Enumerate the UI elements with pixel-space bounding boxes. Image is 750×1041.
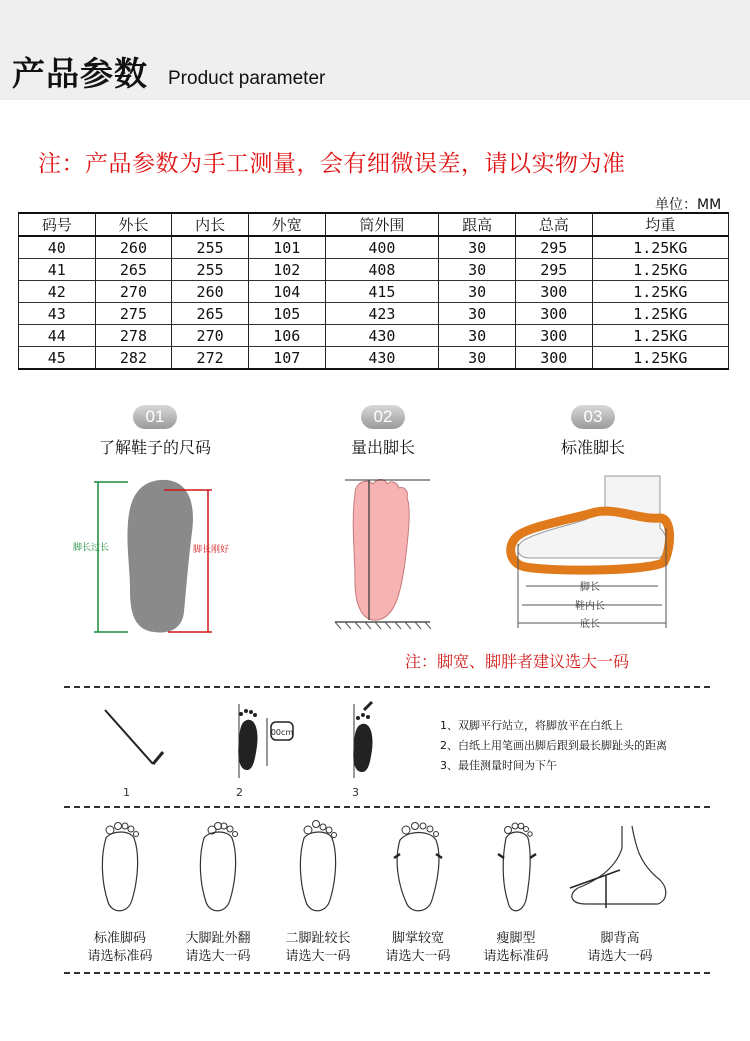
bunion-foot-outline (188, 818, 248, 918)
column-header: 码号 (19, 213, 96, 236)
header-banner (0, 0, 750, 100)
step-badge: 02 (361, 405, 405, 429)
foot-type-advice: 请选标准码 (483, 949, 549, 964)
foot-trace-icon (340, 700, 390, 780)
step-3 (513, 405, 673, 458)
table-row (19, 281, 729, 303)
table-cell: 1.25KG (592, 281, 728, 303)
table-cell: 300 (515, 347, 592, 370)
fit-advice-note: 注：脚宽、脚胖者建议选大一码 (405, 652, 630, 671)
step-number: 3 (352, 786, 359, 799)
foot-on-paper-icon (225, 700, 305, 780)
too-long-label: 脚长过长 (73, 543, 110, 553)
table-cell: 300 (515, 281, 592, 303)
size-table (18, 212, 729, 370)
standard-foot-outline (90, 818, 150, 918)
table-cell: 1.25KG (592, 325, 728, 347)
page-title: 产品参数 (12, 54, 148, 93)
foot-type-name: 瘦脚型 (496, 931, 536, 946)
table-cell: 255 (172, 259, 249, 281)
table-cell: 282 (95, 347, 172, 370)
table-cell: 260 (95, 236, 172, 259)
wide-foot-outline (388, 818, 448, 918)
divider (64, 686, 710, 688)
insole-shape (127, 480, 193, 633)
standard-length-diagram (500, 468, 690, 638)
step-label: 标准脚长 (560, 438, 625, 457)
instruction-item: 3、最佳测量时间为下午 (440, 759, 557, 772)
step-number: 2 (236, 786, 243, 799)
unit-label: 单位：MM (655, 197, 722, 213)
column-header: 筒外围 (325, 213, 439, 236)
table-cell: 42 (19, 281, 96, 303)
table-cell: 408 (325, 259, 439, 281)
foot-type-name: 脚背高 (600, 931, 640, 946)
table-cell: 101 (248, 236, 325, 259)
table-cell: 1.25KG (592, 347, 728, 370)
step-badge: 03 (571, 405, 615, 429)
foot-type-advice: 请选大一码 (587, 949, 653, 964)
step-number: 1 (123, 786, 130, 799)
step-label: 量出脚长 (350, 438, 415, 457)
divider (64, 972, 710, 974)
table-cell: 30 (439, 281, 516, 303)
high-instep-outline (560, 818, 680, 918)
table-cell: 260 (172, 281, 249, 303)
table-cell: 270 (95, 281, 172, 303)
ruler-label: 00cm (270, 728, 294, 737)
narrow-foot-outline (486, 818, 546, 918)
column-header: 均重 (592, 213, 728, 236)
page-subtitle: Product parameter (168, 68, 326, 89)
just-right-label: 脚长刚好 (193, 545, 230, 555)
column-header: 内长 (172, 213, 249, 236)
table-cell: 415 (325, 281, 439, 303)
table-cell: 30 (439, 259, 516, 281)
column-header: 总高 (515, 213, 592, 236)
foot-type-standard (70, 930, 170, 966)
sole-length-label: 底长 (580, 619, 600, 630)
table-cell: 1.25KG (592, 303, 728, 325)
foot-type-high-instep (570, 930, 670, 966)
table-cell: 1.25KG (592, 259, 728, 281)
table-cell: 265 (95, 259, 172, 281)
table-cell: 272 (172, 347, 249, 370)
table-row (19, 347, 729, 370)
foot-type-name: 标准脚码 (93, 931, 146, 946)
table-cell: 430 (325, 347, 439, 370)
table-cell: 30 (439, 303, 516, 325)
step-2 (303, 405, 463, 458)
table-cell: 43 (19, 303, 96, 325)
table-header-row (19, 213, 729, 236)
column-header: 外宽 (248, 213, 325, 236)
insole-size-diagram (68, 472, 248, 642)
table-cell: 102 (248, 259, 325, 281)
foot-type-name: 脚掌较宽 (391, 931, 444, 946)
shoe-inner-length-label: 鞋内长 (575, 601, 605, 612)
foot-type-advice: 请选标准码 (87, 949, 153, 964)
step-label: 了解鞋子的尺码 (98, 438, 211, 457)
foot-type-advice: 请选大一码 (285, 949, 351, 964)
foot-type-wide (368, 930, 468, 966)
table-cell: 45 (19, 347, 96, 370)
foot-type-narrow (466, 930, 566, 966)
divider (64, 806, 710, 808)
table-cell: 1.25KG (592, 236, 728, 259)
table-cell: 30 (439, 325, 516, 347)
table-cell: 423 (325, 303, 439, 325)
long-second-toe-outline (288, 818, 348, 918)
pen-icon (95, 700, 175, 780)
table-cell: 255 (172, 236, 249, 259)
table-cell: 106 (248, 325, 325, 347)
table-cell: 400 (325, 236, 439, 259)
column-header: 外长 (95, 213, 172, 236)
table-cell: 30 (439, 236, 516, 259)
column-header: 跟高 (439, 213, 516, 236)
table-cell: 300 (515, 303, 592, 325)
instruction-list (440, 716, 667, 776)
step-badge: 01 (133, 405, 177, 429)
table-cell: 30 (439, 347, 516, 370)
table-cell: 278 (95, 325, 172, 347)
step-1 (75, 405, 235, 458)
foot-type-long-second-toe (268, 930, 368, 966)
table-cell: 275 (95, 303, 172, 325)
foot-length-diagram (325, 472, 440, 632)
table-row (19, 236, 729, 259)
table-cell: 105 (248, 303, 325, 325)
table-row (19, 325, 729, 347)
foot-type-name: 二脚趾较长 (285, 931, 351, 946)
table-row (19, 259, 729, 281)
foot-length-label: 脚长 (580, 582, 600, 593)
instruction-item: 1、双脚平行站立，将脚放平在白纸上 (440, 719, 623, 732)
instruction-item: 2、白纸上用笔画出脚后跟到最长脚趾头的距离 (440, 739, 667, 752)
black-foot (238, 720, 257, 770)
table-cell: 44 (19, 325, 96, 347)
table-cell: 104 (248, 281, 325, 303)
table-cell: 295 (515, 236, 592, 259)
table-row (19, 303, 729, 325)
table-cell: 270 (172, 325, 249, 347)
foot-type-advice: 请选大一码 (385, 949, 451, 964)
table-cell: 430 (325, 325, 439, 347)
pink-foot (353, 480, 409, 621)
table-cell: 295 (515, 259, 592, 281)
table-cell: 300 (515, 325, 592, 347)
measurement-note: 注：产品参数为手工测量，会有细微误差，请以实物为准 (38, 151, 626, 177)
table-cell: 41 (19, 259, 96, 281)
foot-type-name: 大脚趾外翻 (185, 931, 251, 946)
table-cell: 265 (172, 303, 249, 325)
foot-type-bunion (168, 930, 268, 966)
table-cell: 107 (248, 347, 325, 370)
table-cell: 40 (19, 236, 96, 259)
foot-type-advice: 请选大一码 (185, 949, 251, 964)
